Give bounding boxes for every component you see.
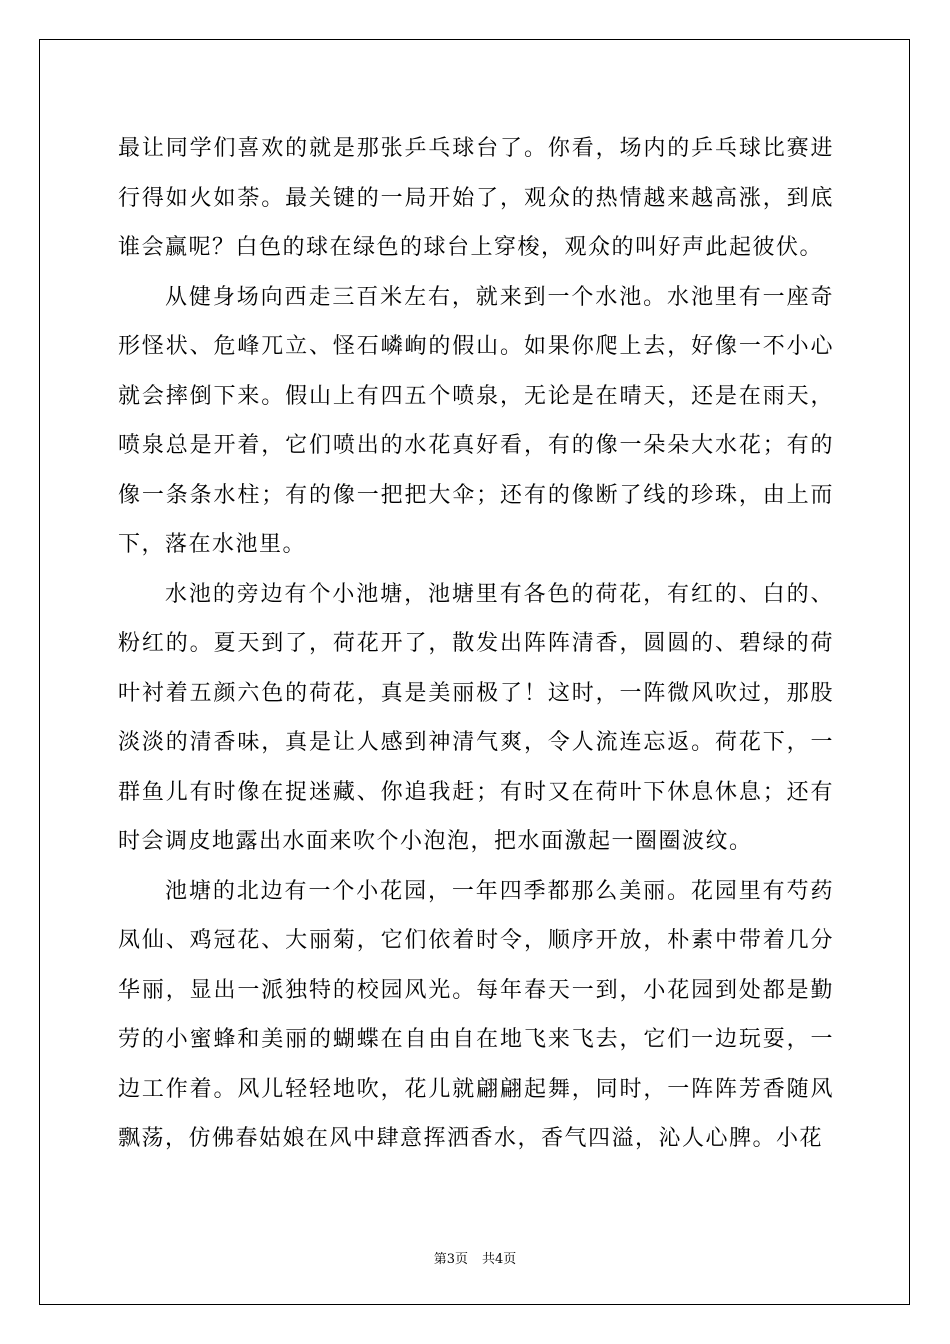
page-footer [0, 1248, 950, 1267]
paragraph-3: 水池的旁边有个小池塘，池塘里有各色的荷花，有红的、白的、粉红的。夏天到了，荷花开了，散发出阵阵清香，圆圆的、碧绿的荷叶衬着五颜六色的荷花，真是美丽极了！这时，一阵微风吹过，那股淡淡的清香味，真是让人感到神清气爽，令人流连忘返。荷花下，一群鱼儿有时像在捉迷藏、你追我赶；有时又在荷叶下休息休息；还有时会调皮地露出水面来吹个小泡泡，把水面激起一圈圈波纹。 [118, 581, 834, 854]
paragraph-2: 从健身场向西走三百米左右，就来到一个水池。水池里有一座奇形怪状、危峰兀立、怪石嶙峋的假山。如果你爬上去，好像一不小心就会摔倒下来。假山上有四五个喷泉，无论是在晴天，还是在雨天，喷泉总是开着，它们喷出的水花真好看，有的像一朵朵大水花；有的像一条条水柱；有的像一把把大伞；还有的像断了线的珍珠，由上而下，落在水池里。 [118, 284, 834, 557]
paragraph-1: 最让同学们喜欢的就是那张乒乓球台了。你看，场内的乒乓球比赛进行得如火如荼。最关键的一局开始了，观众的热情越来越高涨，到底谁会赢呢？白色的球在绿色的球台上穿梭，观众的叫好声此起彼伏。 [118, 136, 834, 260]
paragraph-4: 池塘的北边有一个小花园，一年四季都那么美丽。花园里有芍药凤仙、鸡冠花、大丽菊，它们依着时令，顺序开放，朴素中带着几分华丽，显出一派独特的校园风光。每年春天一到，小花园到处都是勤劳的小蜜蜂和美丽的蝴蝶在自由自在地飞来飞去，它们一边玩耍，一边工作着。风儿轻轻地吹，花儿就翩翩起舞，同时，一阵阵芳香随风飘荡，仿佛春姑娘在风中肆意挥洒香水，香气四溢，沁人心脾。小花 [118, 878, 834, 1151]
page-number-current: 第3页 [433, 1252, 468, 1267]
document-body [118, 124, 834, 1164]
page-number-total: 共4页 [482, 1252, 517, 1267]
